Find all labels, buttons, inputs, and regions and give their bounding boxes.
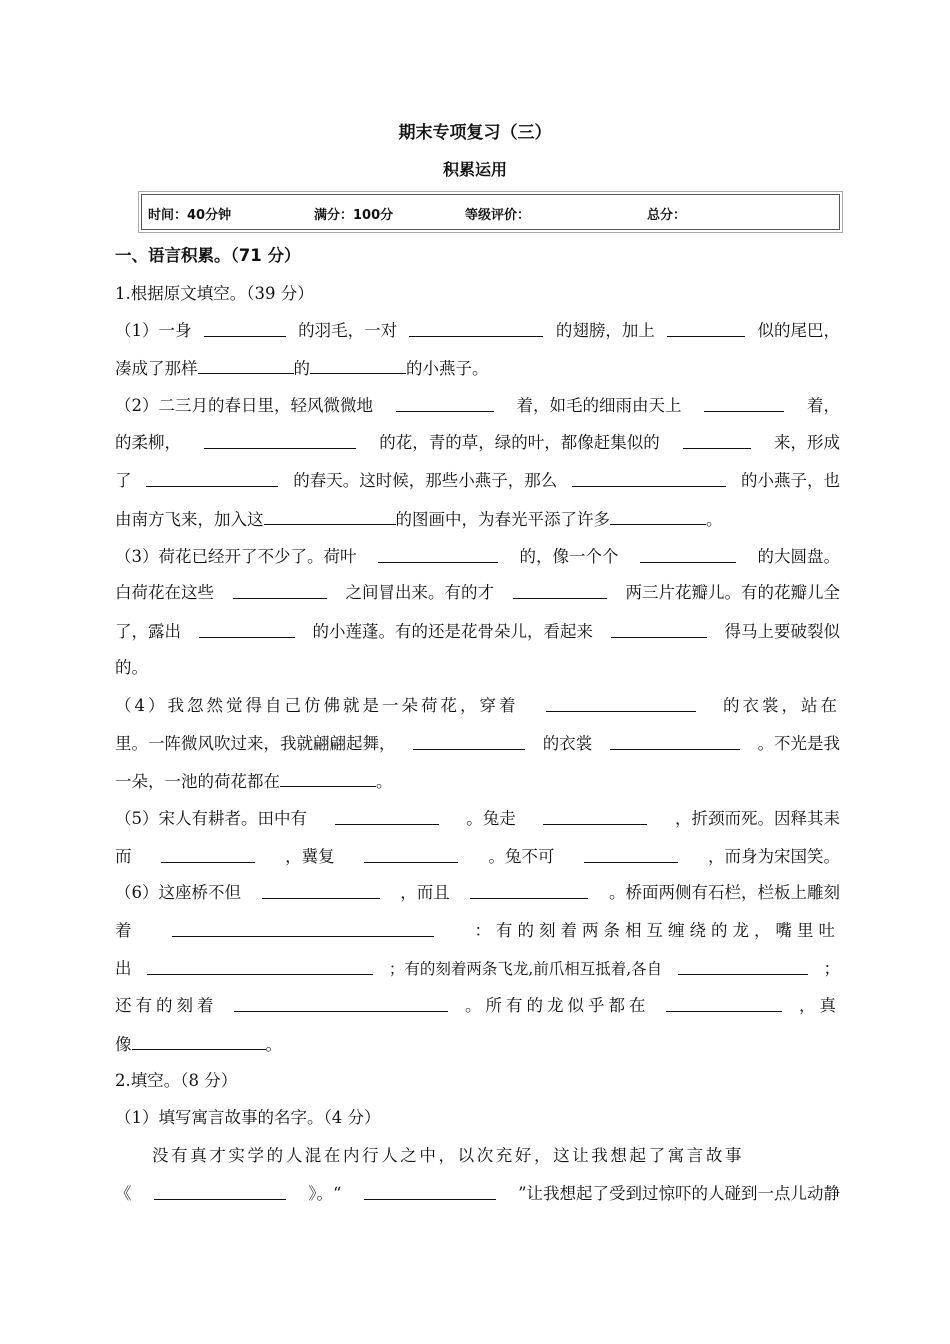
score-info-box <box>141 194 840 230</box>
text: 着， <box>807 396 840 415</box>
full-score-label: 满分：100分 <box>314 208 394 223</box>
text: ”让我想起了受到过惊吓的人碰到一点儿动静 <box>518 1184 840 1203</box>
fill-blank[interactable] <box>667 318 745 337</box>
fill-blank[interactable] <box>666 993 782 1012</box>
fill-blank[interactable] <box>161 844 255 863</box>
q1-3-line-4 <box>115 655 840 681</box>
text: ；有的刻着两条飞龙,前爪相互抵着,各自 <box>388 960 663 978</box>
fill-blank[interactable] <box>413 731 525 750</box>
fill-blank[interactable] <box>364 1181 496 1200</box>
fill-blank[interactable] <box>610 731 740 750</box>
text: 的小燕子。 <box>406 359 489 378</box>
fill-blank[interactable] <box>378 544 498 563</box>
q1-2-line-2 <box>115 430 840 456</box>
text: （1）一身 <box>115 321 192 340</box>
total-label: 总分： <box>647 208 687 223</box>
text: ，真 <box>799 996 840 1015</box>
q1-2-line-1 <box>115 393 840 419</box>
q1-1-line-2 <box>115 355 840 382</box>
q2-1-line-1: 没有真才实学的人混在内行人之中，以次充好，这让我想起了寓言故事 <box>152 1146 745 1165</box>
q1-6-line-2 <box>115 918 840 944</box>
fill-blank[interactable] <box>611 619 707 638</box>
text: 的小莲蓬。有的还是花骨朵儿，看起来 <box>312 622 593 641</box>
q1-6-line-5 <box>115 1031 840 1058</box>
text: 》。“ <box>308 1184 342 1203</box>
text: 像 <box>115 1035 132 1054</box>
text: 的图画中，为春光平添了许多 <box>395 510 610 529</box>
text: 的羽毛，一对 <box>298 321 398 340</box>
q1-2-line-4 <box>115 506 840 533</box>
fill-blank[interactable] <box>678 956 808 975</box>
page-title: 期末专项复习（三） <box>398 123 552 143</box>
text: （4）我忽然觉得自己仿佛就是一朵荷花，穿着 <box>115 696 519 715</box>
text: 。兔走 <box>466 809 516 828</box>
text: ，而且 <box>400 883 450 902</box>
text: ； <box>823 959 840 978</box>
question-1-heading: 1.根据原文填空。（39 分） <box>115 284 314 303</box>
grade-label: 等级评价： <box>465 208 531 223</box>
fill-blank[interactable] <box>470 880 588 899</box>
fill-blank[interactable] <box>154 1181 286 1200</box>
fill-blank[interactable] <box>310 355 406 374</box>
fill-blank[interactable] <box>584 844 678 863</box>
fill-blank[interactable] <box>543 806 647 825</box>
text: 的大圆盘。 <box>757 547 840 566</box>
fill-blank[interactable] <box>409 318 543 337</box>
text: ，而身为宋国笑。 <box>707 847 840 866</box>
text: 来，形成 <box>774 433 840 452</box>
text: 里。一阵微风吹过来，我就翩翩起舞， <box>115 734 396 753</box>
fill-blank[interactable] <box>172 918 434 937</box>
q1-3-line-3 <box>115 619 840 645</box>
question-2-heading: 2.填空。（8 分） <box>115 1071 238 1090</box>
text: 的小燕子，也 <box>741 471 840 490</box>
fill-blank[interactable] <box>233 580 327 599</box>
text: 得马上要破裂似 <box>724 622 840 641</box>
q2-1-line-2 <box>115 1181 840 1207</box>
text: （6）这座桥不但 <box>115 883 241 902</box>
text: 的，像一个个 <box>519 547 619 566</box>
fill-blank[interactable] <box>546 693 696 712</box>
text: 着 <box>115 921 132 940</box>
text: 而 <box>115 847 132 866</box>
text: 。 <box>376 772 393 791</box>
text: 的衣裳，站在 <box>723 696 840 715</box>
text: 着，如毛的细雨由天上 <box>516 396 682 415</box>
text: 《 <box>115 1184 132 1203</box>
q1-6-line-1 <box>115 880 840 906</box>
text: 的。 <box>115 658 148 677</box>
text: （3）荷花已经开了不少了。荷叶 <box>115 547 357 566</box>
fill-blank[interactable] <box>132 1031 266 1050</box>
fill-blank[interactable] <box>146 468 278 487</box>
fill-blank[interactable] <box>335 806 439 825</box>
fill-blank[interactable] <box>234 993 448 1012</box>
text: ，折颈而死。因释其耒 <box>675 809 840 828</box>
text: （2）二三月的春日里，轻风微微地 <box>115 396 373 415</box>
text: 由南方飞来，加入这 <box>115 510 264 529</box>
fill-blank[interactable] <box>204 430 356 449</box>
fill-blank[interactable] <box>147 956 373 975</box>
text: （5）宋人有耕者。田中有 <box>115 809 307 828</box>
text: 了，露出 <box>115 622 181 641</box>
text: 。所有的龙似乎都在 <box>465 996 650 1015</box>
fill-blank[interactable] <box>364 844 458 863</box>
fill-blank[interactable] <box>640 544 736 563</box>
q1-1-line-1 <box>115 318 840 344</box>
text: 白荷花在这些 <box>115 583 214 602</box>
text: 的春天。这时候，那些小燕子，那么 <box>293 471 558 490</box>
fill-blank[interactable] <box>198 355 294 374</box>
q1-6-line-3 <box>115 956 840 982</box>
q1-4-line-3 <box>115 768 840 795</box>
text: 的翅膀，加上 <box>555 321 655 340</box>
fill-blank[interactable] <box>264 506 396 525</box>
q1-3-line-1 <box>115 544 840 570</box>
text: 。 <box>706 510 723 529</box>
q1-5-line-2 <box>115 844 840 870</box>
fill-blank[interactable] <box>204 318 286 337</box>
text: 还有的刻着 <box>115 996 218 1015</box>
fill-blank[interactable] <box>280 768 376 787</box>
text: 似的尾巴， <box>757 321 840 340</box>
fill-blank[interactable] <box>199 619 295 638</box>
text: 的 <box>293 359 310 378</box>
q2-1-heading: （1）填写寓言故事的名字。（4 分） <box>115 1108 381 1127</box>
section-heading: 一、语言积累。（71 分） <box>115 246 301 265</box>
text: 的花，青的草，绿的叶，都像赶集似的 <box>379 433 660 452</box>
text: 了 <box>115 471 132 490</box>
q1-4-line-2 <box>115 731 840 757</box>
text: 的衣裳 <box>542 734 593 753</box>
q1-6-line-4 <box>115 993 840 1019</box>
fill-blank[interactable] <box>513 580 607 599</box>
text: ，冀复 <box>285 847 335 866</box>
fill-blank[interactable] <box>704 393 784 412</box>
fill-blank[interactable] <box>610 506 706 525</box>
text: 。桥面两侧有石栏，栏板上雕刻 <box>609 883 840 902</box>
text: 凑成了那样 <box>115 359 198 378</box>
text: 。 <box>265 1035 282 1054</box>
fill-blank[interactable] <box>262 880 380 899</box>
text: 出 <box>115 959 132 978</box>
q1-2-line-3 <box>115 468 840 494</box>
text: 两三片花瓣儿。有的花瓣儿全 <box>625 583 840 602</box>
q1-3-line-2 <box>115 580 840 606</box>
page-subtitle: 积累运用 <box>442 160 507 179</box>
fill-blank[interactable] <box>396 393 494 412</box>
q1-4-line-1 <box>115 693 840 719</box>
q1-5-line-1 <box>115 806 840 832</box>
fill-blank[interactable] <box>572 468 726 487</box>
fill-blank[interactable] <box>683 430 751 449</box>
text: 一朵，一池的荷花都在 <box>115 772 280 791</box>
text: 。兔不可 <box>488 847 555 866</box>
time-label: 时间：40分钟 <box>148 208 232 223</box>
text: ：有的刻着两条相互缠绕的龙，嘴里吐 <box>474 921 840 940</box>
text: 。不光是我 <box>757 734 840 753</box>
text: 的柔柳， <box>115 433 181 452</box>
text: 之间冒出来。有的才 <box>345 583 494 602</box>
